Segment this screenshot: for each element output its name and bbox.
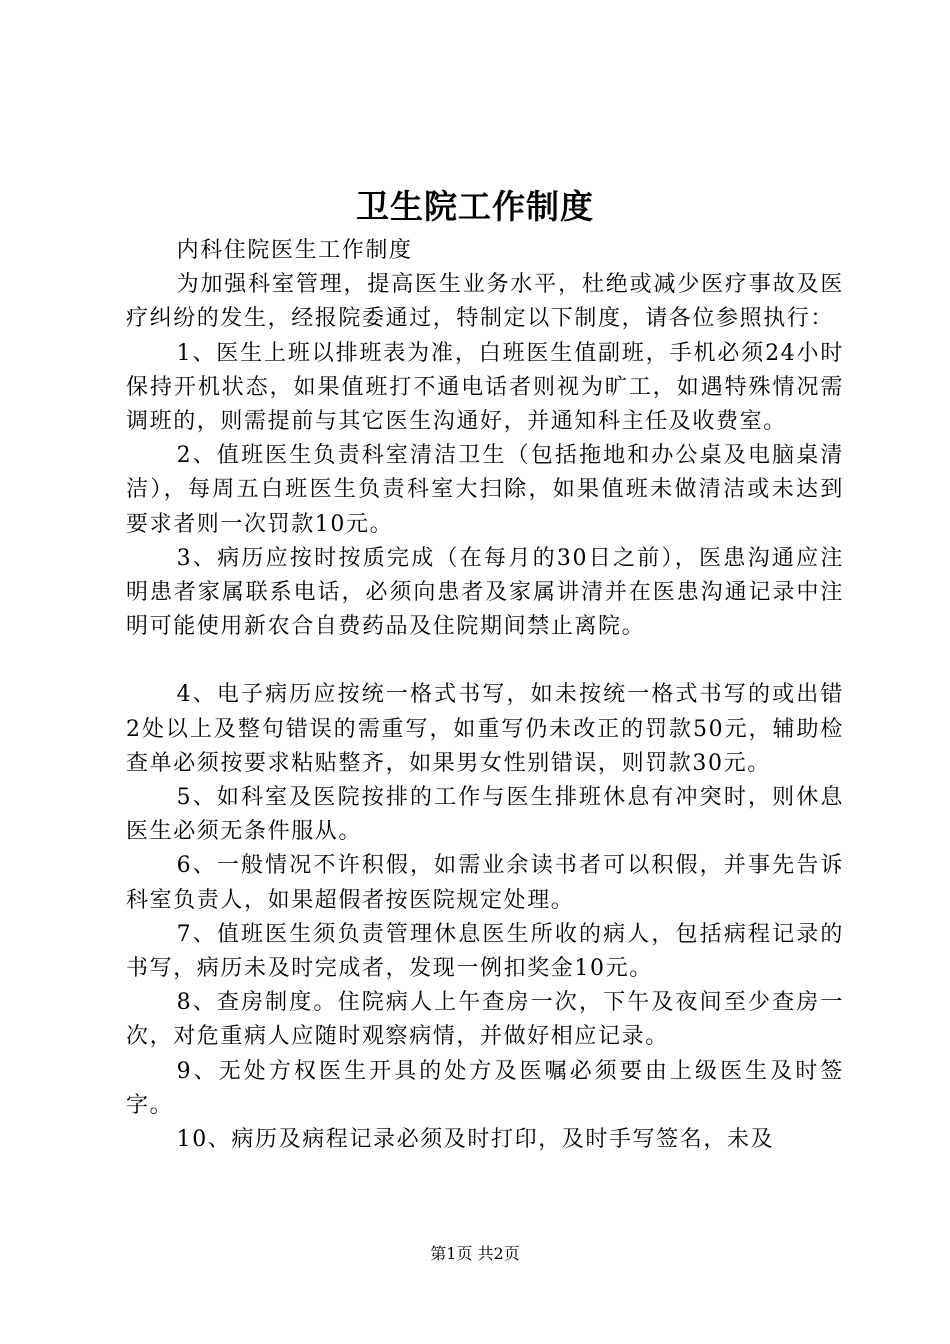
rule-paragraph-6: 6、一般情况不许积假，如需业余读书者可以积假，并事先告诉科室负责人，如果超假者按医院规定处理。: [126, 853, 844, 913]
rule-paragraph-3: 3、病历应按时按质完成（在每月的30日之前），医患沟通应注明患者家属联系电话，必须向患者及家属讲清并在医患沟通记录中注明可能使用新农合自费药品及住院期间禁止离院。: [126, 545, 844, 640]
intro-paragraph: 为加强科室管理，提高医生业务水平，杜绝或减少医疗事故及医疗纠纷的发生，经报院委通过，特制定以下制度，请各位参照执行：: [126, 272, 844, 332]
rule-paragraph-9: 9、无处方权医生开具的处方及医嘱必须要由上级医生及时签字。: [126, 1058, 844, 1118]
paragraph-gap: [126, 644, 844, 678]
rule-paragraph-4: 4、电子病历应按统一格式书写，如未按统一格式书写的或出错2处以上及整句错误的需重写，如重写仍未改正的罚款50元，辅助检查单必须按要求粘贴整齐，如果男女性别错误，则罚款30元。: [126, 682, 844, 776]
document-body: [126, 234, 844, 1157]
document-title: 卫生院工作制度: [356, 187, 594, 226]
section-heading: 内科住院医生工作制度: [176, 238, 413, 263]
rule-paragraph-7: 7、值班医生须负责管理休息医生所收的病人，包括病程记录的书写，病历未及时完成者，发现一例扣奖金10元。: [126, 921, 844, 982]
rule-paragraph-2: 2、值班医生负责科室清洁卫生（包括拖地和办公桌及电脑桌清洁），每周五白班医生负责科室大扫除，如果值班未做清洁或未达到要求者则一次罚款10元。: [126, 443, 844, 537]
rule-paragraph-5: 5、如科室及医院按排的工作与医生排班休息有冲突时，则休息医生必须无条件服从。: [126, 785, 844, 845]
rule-paragraph-1: 1、医生上班以排班表为准，白班医生值副班，手机必须24小时保持开机状态，如果值班打不通电话者则视为旷工，如遇特殊情况需调班的，则需提前与其它医生沟通好，并通知科主任及收费室。: [126, 340, 844, 435]
rule-paragraph-10: 10、病历及病程记录必须及时打印，及时手写签名，未及: [176, 1127, 775, 1153]
rule-paragraph-8: 8、查房制度。住院病人上午查房一次，下午及夜间至少查房一次，对危重病人应随时观察病情，并做好相应记录。: [126, 990, 844, 1050]
page-footer: 第1页 共2页: [430, 1244, 520, 1263]
